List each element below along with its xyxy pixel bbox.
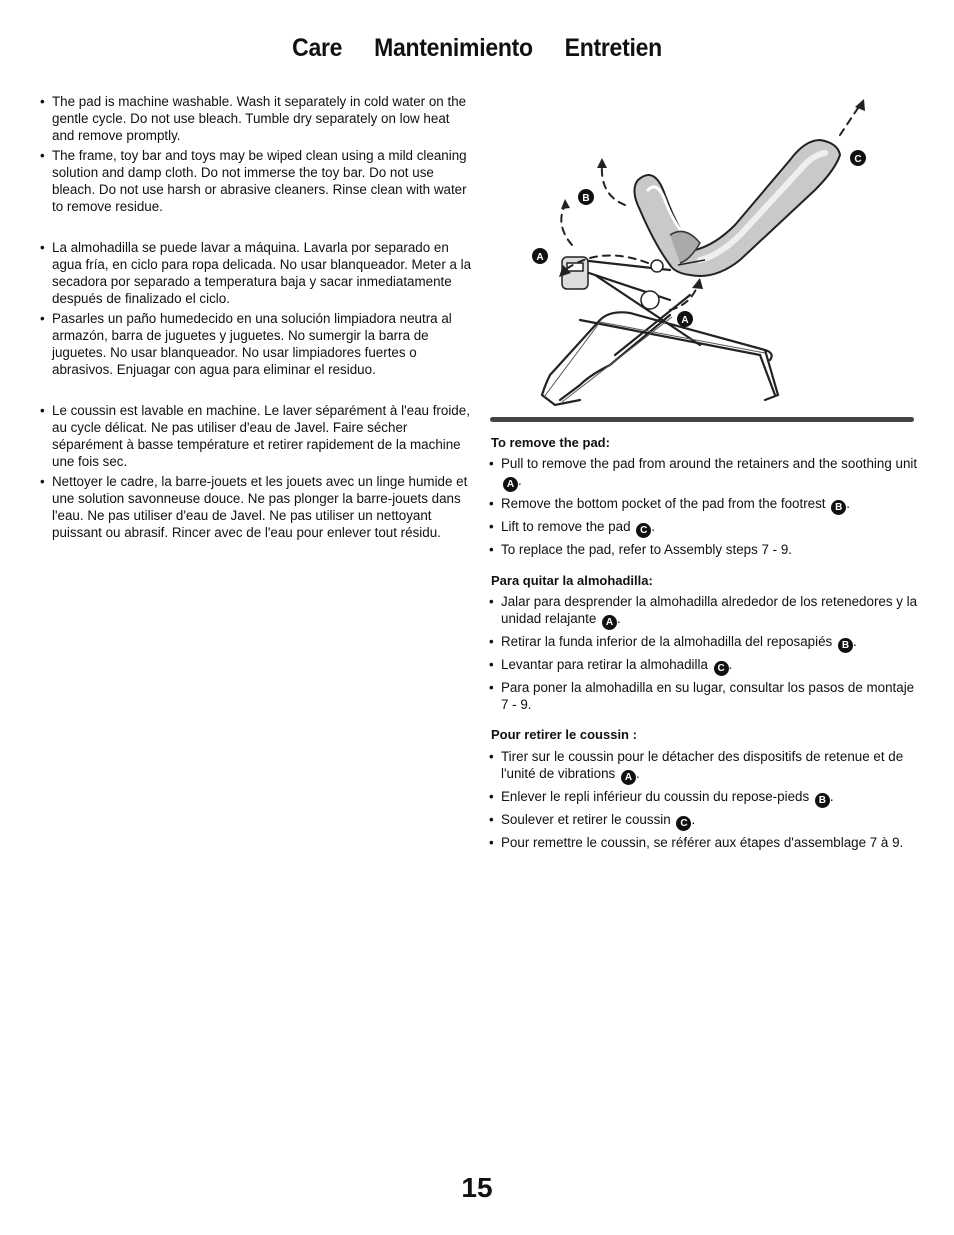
list-item: • The pad is machine washable. Wash it separately in cold water on the gentle cycle. Do not use bleach. Tumble dry separately on low heat and remove promptly. <box>40 93 472 144</box>
section-divider <box>490 417 914 422</box>
title-care: Care <box>292 34 343 62</box>
list-item: • Para poner la almohadilla en su lugar, consultar los pasos de montaje 7 - 9. <box>489 679 919 713</box>
list-item: • Jalar para desprender la almohadilla alrededor de los retenedores y la unidad relajante A . <box>489 593 919 630</box>
bouncer-illustration <box>520 95 920 410</box>
figure-label-b: B <box>582 193 590 204</box>
heading-remove-es: Para quitar la almohadilla: <box>491 573 653 588</box>
heading-remove-fr: Pour retirer le coussin : <box>491 727 637 742</box>
list-item: • Tirer sur le coussin pour le détacher des dispositifs de retenue et de l'unité de vibrations A . <box>489 748 919 785</box>
page-number: 15 <box>461 1172 493 1203</box>
remove-list-fr <box>489 748 919 854</box>
care-list-en <box>40 93 472 218</box>
badge-b-icon: B <box>815 793 830 808</box>
badge-b-icon: B <box>831 500 846 515</box>
badge-a-icon: A <box>602 615 617 630</box>
title-mantenimiento: Mantenimiento <box>374 34 533 62</box>
list-item: • Pour remettre le coussin, se référer aux étapes d'assemblage 7 à 9. <box>489 834 919 851</box>
badge-a-icon: A <box>621 770 636 785</box>
page-title <box>38 34 916 63</box>
badge-c-icon: C <box>676 816 691 831</box>
title-entretien: Entretien <box>564 34 662 62</box>
list-item: • Levantar para retirar la almohadilla C . <box>489 656 919 676</box>
figure-label-a2: A <box>681 315 689 326</box>
care-list-es <box>40 239 472 381</box>
list-item: • Pasarles un paño humedecido en una solución limpiadora neutra al armazón, barra de juguetes y juguetes. No sumergir la barra de juguetes. No usar blanqueador. No usar limpiadores fuertes o abrasivos. Enjuagar con agua para eliminar el residuo. <box>40 310 472 378</box>
list-item: • To replace the pad, refer to Assembly steps 7 - 9. <box>489 541 919 558</box>
list-item: • Nettoyer le cadre, la barre-jouets et les jouets avec un linge humide et une solution savonneuse douce. Ne pas plonger la barre-jouets dans l'eau. Ne pas utiliser d'eau de Javel. Ne pas utiliser un nettoyant puissant ou abrasif. Rincer avec de l'eau pour enlever tout résidu. <box>40 473 472 541</box>
heading-remove-en: To remove the pad: <box>491 435 610 450</box>
list-item: • Remove the bottom pocket of the pad from the footrest B . <box>489 495 919 515</box>
remove-list-en <box>489 455 919 561</box>
list-item: • Retirar la funda inferior de la almohadilla del reposapiés B . <box>489 633 919 653</box>
list-item: • La almohadilla se puede lavar a máquina. Lavarla por separado en agua fría, en ciclo para ropa delicada. No usar blanqueador. Meter a la secadora por separado a temperatura baja y sacar inmediatamente después de finalizado el ciclo. <box>40 239 472 307</box>
list-item: • Enlever le repli inférieur du coussin du repose-pieds B . <box>489 788 919 808</box>
figure-label-c: C <box>854 154 862 165</box>
list-item: • Soulever et retirer le coussin C . <box>489 811 919 831</box>
badge-a-icon: A <box>503 477 518 492</box>
figure-label-a: A <box>536 252 544 263</box>
badge-c-icon: C <box>636 523 651 538</box>
list-item: • Lift to remove the pad C . <box>489 518 919 538</box>
badge-c-icon: C <box>714 661 729 676</box>
care-list-fr <box>40 402 472 544</box>
list-item: • The frame, toy bar and toys may be wiped clean using a mild cleaning solution and damp cloth. Do not immerse the toy bar. Do not use bleach. Do not use harsh or abrasive cleaners. Rinse clean with water to remove residue. <box>40 147 472 215</box>
list-item: • Pull to remove the pad from around the retainers and the soothing unit A . <box>489 455 919 492</box>
remove-list-es <box>489 593 919 716</box>
badge-b-icon: B <box>838 638 853 653</box>
list-item: • Le coussin est lavable en machine. Le laver séparément à l'eau froide, au cycle délicat. Ne pas utiliser d'eau de Javel. Faire sécher séparément à basse température et retirer rapidement de la machine une fois sec. <box>40 402 472 470</box>
